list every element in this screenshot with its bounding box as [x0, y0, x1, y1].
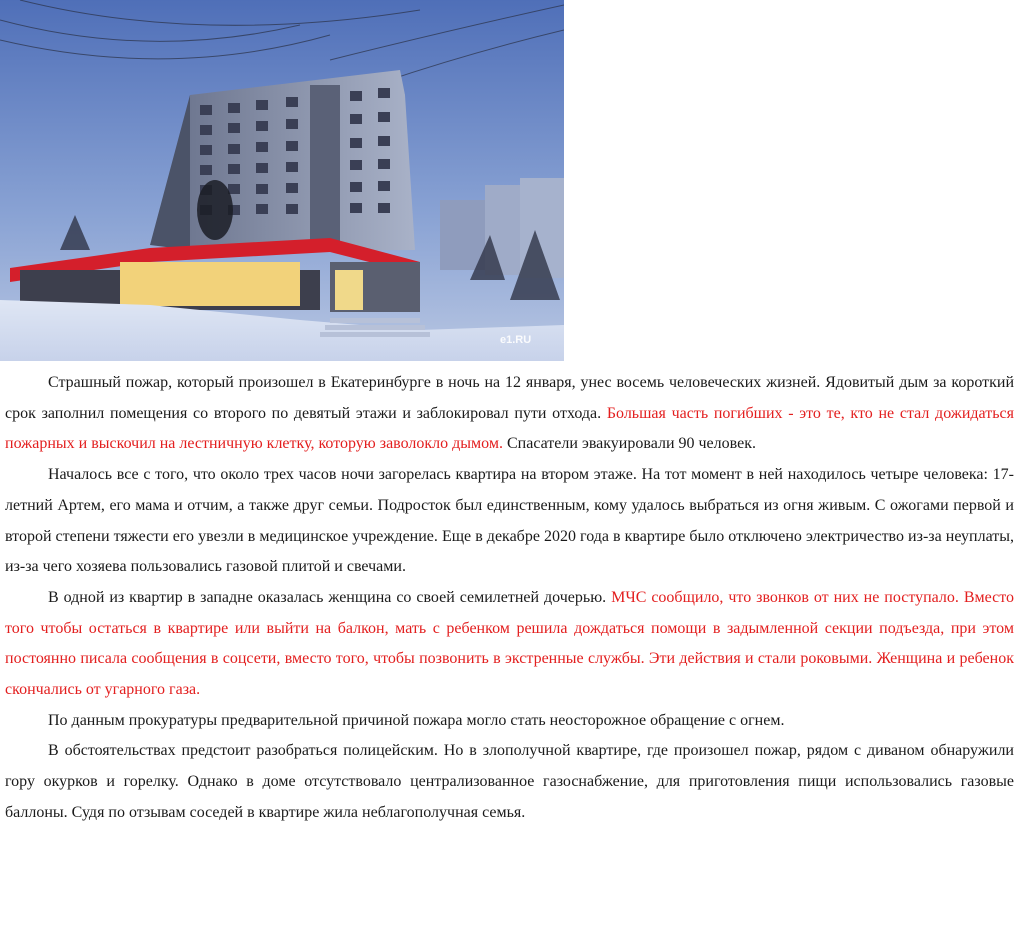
building-photo-illustration [0, 0, 564, 361]
paragraph-5: В обстоятельствах предстоит разобраться полицейским. Но в злополучной квартире, где произошел пожар, рядом с диваном обнаружили гору окурков и горелку. Однако в доме отсутствовало централизованное газоснабжение, для приготовления пищи использовались газовые баллоны. Судя по отзывам соседей в квартире жила неблагополучная семья. [5, 742, 1014, 821]
paragraph-1-end: Спасатели эвакуировали 90 человек. [502, 435, 756, 453]
article-body [5, 368, 1014, 829]
paragraph-1-text: Страшный пожар, который произошел в Екатеринбурге в ночь на 12 января, унес восемь человеческих жизней. Ядовитый дым за короткий срок заполнил помещения со второго по девятый этажи и заблокировал пути отхода. [5, 374, 1014, 422]
paragraph-2: Началось все с того, что около трех часов ночи загорелась квартира на втором этаже. На тот момент в ней находилось четыре человека: 17-летний Артем, его мама и отчим, а также друг семьи. Подросток был единственным, кому удалось выбраться из огня живым. С ожогами первой и второй степени тяжести его увезли в медицинское учреждение. Еще в декабре 2020 года в квартире было отключено электричество из-за неуплаты, из-за чего хозяева пользовались газовой плитой и свечами. [5, 466, 1014, 576]
article-photo [0, 0, 564, 361]
paragraph-3-highlight: МЧС сообщило, что звонков от них не поступало. Вместо того чтобы остаться в квартире или выйти на балкон, мать с ребенком решила дождаться помощи в задымленной секции подъезда, при этом постоянно писала сообщения в соцсети, вместо того, чтобы позвонить в экстренные службы. Эти действия и стали роковыми. Женщина и ребенок скончались от угарного газа. [5, 588, 1014, 699]
paragraph-1-highlight: Большая часть погибших - это те, кто не стал дожидаться пожарных и выскочил на лестничную клетку, которую заволокло дымом. [5, 404, 1014, 453]
paragraph-3-text: В одной из квартир в западне оказалась женщина со своей семилетней дочерью. [48, 588, 612, 606]
paragraph-1 [5, 368, 1014, 460]
photo-watermark: e1.RU [500, 334, 532, 346]
paragraph-3 [5, 583, 1014, 706]
paragraph-4: По данным прокуратуры предварительной причиной пожара могло стать неосторожное обращение с огнем. [48, 711, 785, 729]
